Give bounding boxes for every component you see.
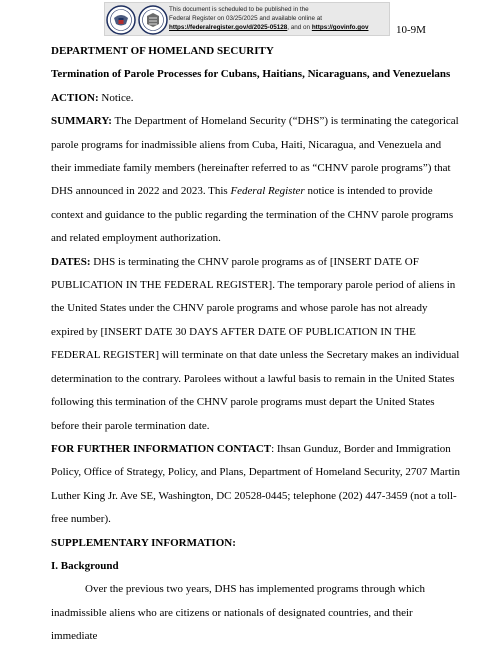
document-body bbox=[51, 40, 461, 649]
dates-text: DHS is terminating the CHNV parole programs as of [INSERT DATE OF PUBLICATION IN THE FEDERAL REGISTER]. The temporary parole period of aliens in the United States under the CHNV parole programs and whose parole has not already expired by [INSERT DATE 30 DAYS AFTER DATE OF PUBLICATION IN THE FEDERAL REGISTER] will terminate on that date unless the Secretary makes an individual determination to the contrary. Parolees without a lawful basis to remain in the United States following this termination of the CHNV parole programs must depart the United States before their parole termination date. bbox=[51, 255, 460, 432]
summary-label: SUMMARY: bbox=[51, 115, 112, 128]
background-paragraph: Over the previous two years, DHS has implemented programs through which inadmissible aliens who are citizens or nationals of designated countries, and their immediate bbox=[51, 583, 426, 643]
federal-register-link[interactable]: https://federalregister.gov/d/2025-05128 bbox=[169, 24, 288, 31]
contact-paragraph bbox=[51, 438, 461, 532]
agency-heading: DEPARTMENT OF HOMELAND SECURITY bbox=[51, 45, 274, 57]
summary-text-2: notice is intended to provide context and guidance to the public regarding the termination of the CHNV parole programs and related employment authorization. bbox=[51, 185, 454, 245]
contact-text: : Ihsan Gunduz, Border and Immigration Policy, Office of Strategy, Policy, and Plans, Department of Homeland Security, 2707 Martin Luther King Jr. Ave SE, Washington, DC 20528-0445; telephone (202) 447-3459 (not a toll-free number). bbox=[51, 442, 461, 526]
action-text: Notice. bbox=[98, 91, 134, 104]
banner-line-3 bbox=[169, 23, 368, 32]
banner-and-on: , and on bbox=[287, 24, 311, 31]
dates-label: DATES: bbox=[51, 255, 91, 268]
contact-label: FOR FURTHER INFORMATION CONTACT bbox=[51, 442, 272, 455]
background-heading: I. Background bbox=[51, 559, 119, 572]
banner-line-2: Federal Register on 03/25/2025 and available online at bbox=[169, 15, 322, 22]
action-label: ACTION: bbox=[51, 91, 99, 104]
document-title: Termination of Parole Processes for Cubans, Haitians, Nicaraguans, and Venezuelans bbox=[51, 68, 451, 81]
banner-text bbox=[169, 3, 368, 32]
summary-italic: Federal Register bbox=[230, 185, 305, 198]
summary-text-1: The Department of Homeland Security (“DHS”) is terminating the categorical parole programs for inadmissible aliens from Cuba, Haiti, Nicaragua, and Venezuela and their immediate family members (hereinafter referred to as “CHNV parole programs”) that DHS announced in 2022 and 2023. This bbox=[51, 115, 459, 198]
action-paragraph bbox=[51, 87, 461, 110]
supplementary-heading: SUPPLEMENTARY INFORMATION: bbox=[51, 536, 236, 549]
seals bbox=[105, 3, 169, 37]
gpo-seal-icon bbox=[138, 5, 168, 35]
document-number: 10-9M bbox=[396, 24, 426, 36]
federal-register-seal-icon bbox=[106, 5, 136, 35]
summary-paragraph bbox=[51, 110, 461, 250]
govinfo-link[interactable]: https://govinfo.gov bbox=[311, 24, 369, 31]
dates-paragraph bbox=[51, 251, 461, 438]
publication-banner bbox=[104, 2, 390, 36]
banner-line-1: This document is scheduled to be published in the bbox=[169, 6, 309, 13]
